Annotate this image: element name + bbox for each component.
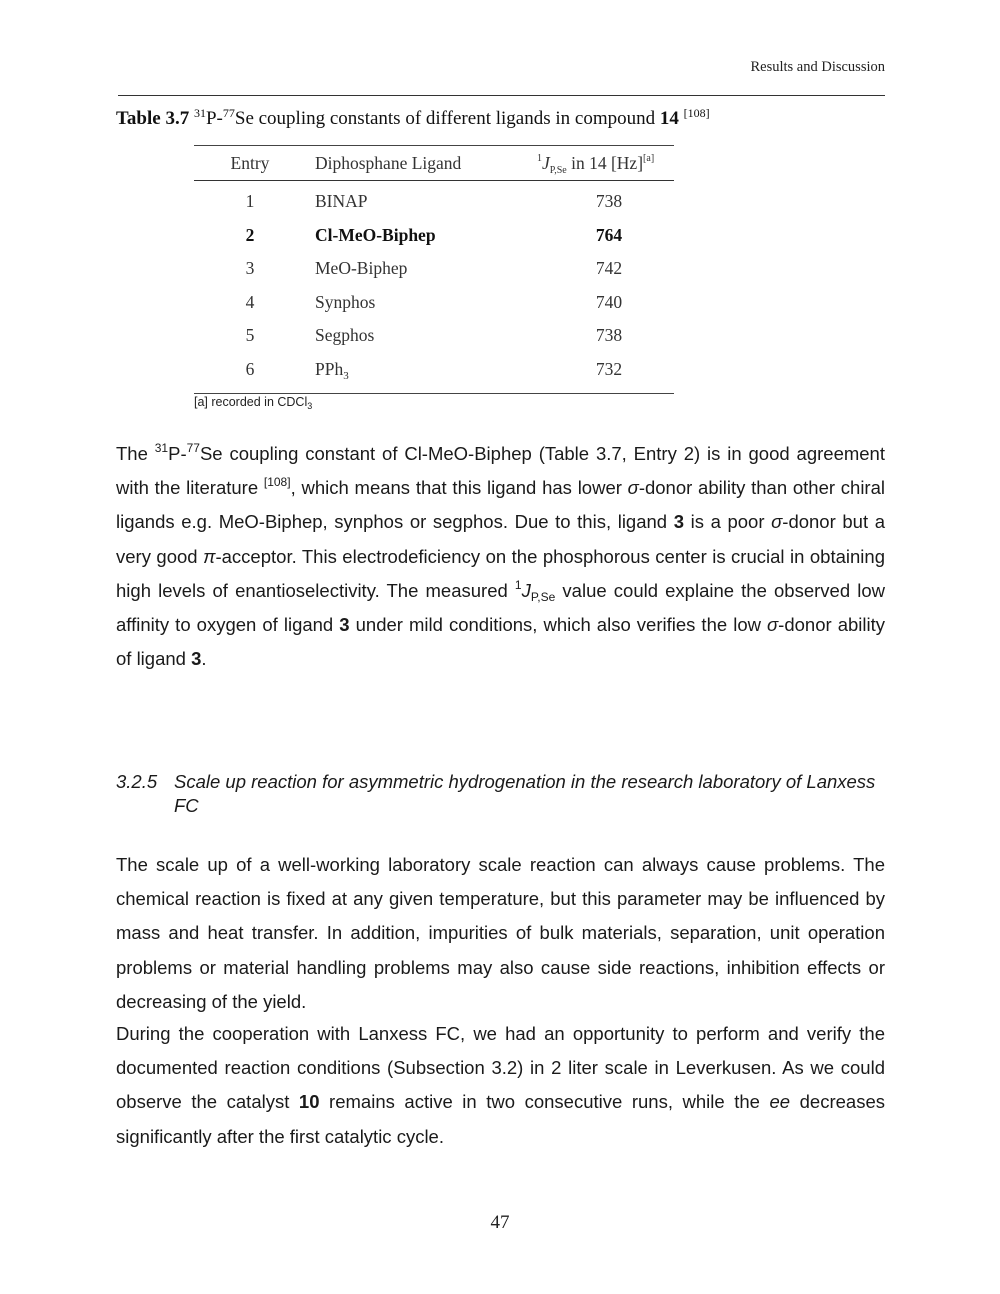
cell-entry: 6 [245, 358, 255, 379]
caption-isotope-p: 31 [193, 106, 206, 120]
caption-text: Se coupling constants of different ligands in compound [234, 108, 656, 129]
cell-value: 738 [595, 191, 623, 211]
cell-ligand: Cl-MeO-Biphep [315, 224, 436, 245]
section-title: Scale up reaction for asymmetric hydrogenation in the research laboratory of Lanxess FC [174, 771, 876, 816]
table-row [194, 251, 674, 285]
paragraph-coupling-discussion: The $^{31}$P-$^{77}$Se coupling constant of Cl-MeO-Biphep (Table 3.7, Entry 2) is in good agreement with the literature [108], which means that this ligand has lower σ-donor ability than other chiral ligands e.g. MeO-Biphep, synphos or segphos. Due to this, ligand 3 is a poor σ-donor but a very good π-acceptor. This electrodeficiency on the phosphorous center is crucial in obtaining high levels of enantioselectivity. The measured $^1J_{P,Se}$ value could explaine the observed low affinity to oxygen of ligand 3 under mild conditions, which also verifies the low σ-donor ability of ligand 3. [116, 441, 885, 670]
cell-entry: 1 [245, 191, 255, 211]
caption-isotope-se: 77 [222, 106, 235, 120]
coupling-constants-table [194, 145, 674, 394]
table-bottom-rule [194, 385, 674, 394]
table-row [194, 285, 674, 319]
table-row-highlighted [194, 218, 674, 252]
table-row [194, 318, 674, 352]
paragraph-lanxess: During the cooperation with Lanxess FC, we had an opportunity to perform and verify the documented reaction conditions (Subsection 3.2) in 2 liter scale in Leverkusen. As we could observe the catalyst 10 remains active in two consecutive runs, while the ee decreases significantly after the first catalytic cycle. [116, 1023, 886, 1147]
cell-ligand: Segphos [315, 325, 375, 345]
column-header-ligand: Diphosphane Ligand [315, 153, 462, 173]
citation: [108] [263, 475, 291, 490]
section-number: 3.2.5 [116, 771, 158, 792]
table-footnote: [a] recorded in CDCl$_3$ [194, 395, 313, 411]
cell-ligand: Synphos [315, 291, 376, 312]
section-heading [116, 770, 885, 817]
cell-ligand: PPh$_3$ [315, 358, 349, 382]
table-label: Table 3.7 [116, 108, 190, 129]
column-header-entry: Entry [230, 153, 270, 173]
cell-entry: 5 [245, 325, 255, 345]
cell-value: 732 [595, 358, 623, 379]
cell-value: 742 [595, 258, 623, 278]
cell-entry: 4 [245, 291, 255, 312]
cell-entry: 2 [245, 224, 255, 245]
cell-value: 738 [595, 325, 623, 345]
header-rule [118, 95, 885, 96]
table-header-row [194, 145, 674, 181]
paragraph-scale-up: The scale up of a well-working laboratory scale reaction can always cause problems. The chemical reaction is fixed at any given temperature, but this parameter may be influenced by mass and heat transfer. In addition, impurities of bulk materials, separation, unit operation problems or material handling problems may also cause side reactions, inhibition effects or decreasing of the yield. [116, 854, 885, 1012]
cell-ligand: BINAP [315, 191, 368, 211]
table-row [194, 352, 674, 386]
cell-value: 764 [595, 224, 623, 245]
table-row [194, 184, 674, 218]
running-header: Results and Discussion [750, 59, 885, 75]
page-number: 47 [490, 1212, 510, 1233]
cell-entry: 3 [245, 258, 255, 278]
column-header-value: $^1J_{P,Se}$ in 14 [Hz][a] [537, 153, 655, 176]
table-caption: Table 3.7 $^{31}$P-$^{77}$Se coupling constants of different ligands in compound 14 [108] [116, 106, 710, 129]
cell-value: 740 [595, 291, 623, 312]
caption-reference: [108] [683, 106, 710, 120]
caption-compound: 14 [659, 108, 679, 129]
cell-ligand: MeO-Biphep [315, 258, 408, 278]
